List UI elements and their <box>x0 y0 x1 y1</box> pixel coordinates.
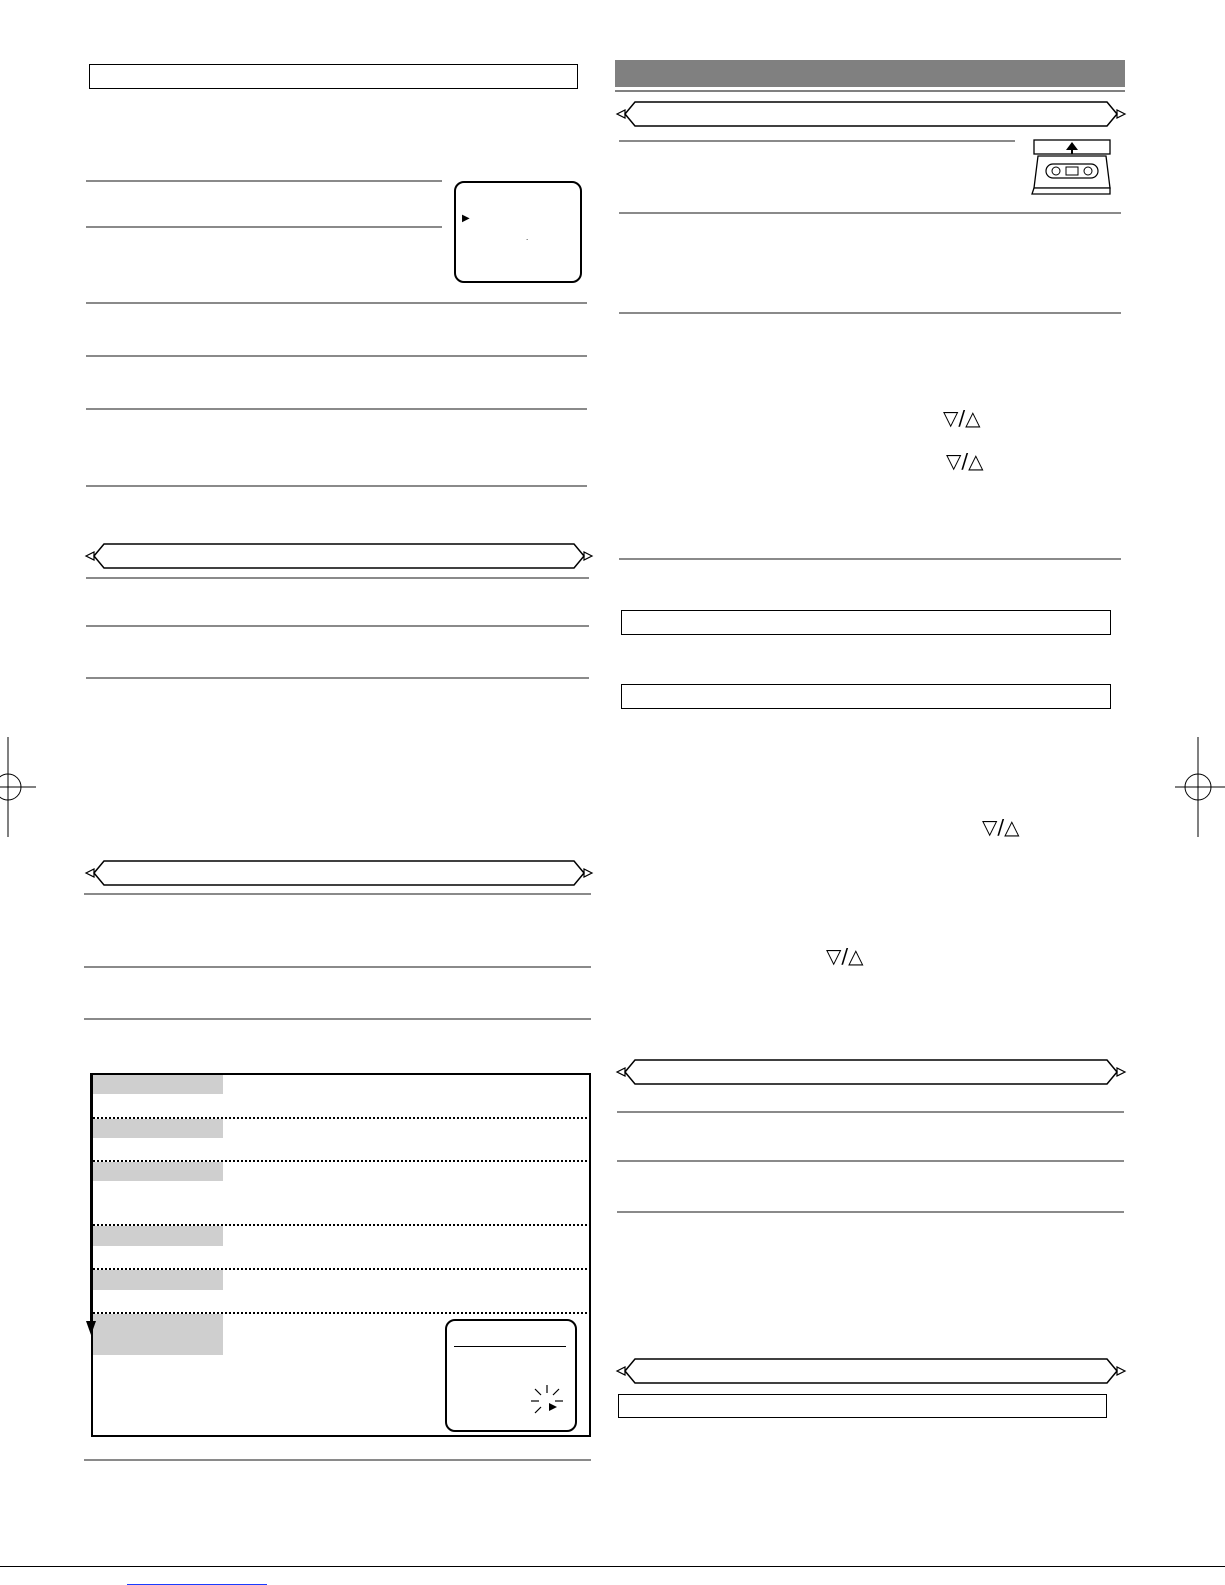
osd-screen-menu <box>454 181 582 283</box>
note-box-3 <box>618 1394 1107 1418</box>
divider <box>617 1160 1124 1162</box>
divider <box>84 1459 591 1461</box>
divider <box>86 226 442 228</box>
section-banner-left-1 <box>84 542 594 568</box>
divider <box>617 1211 1124 1213</box>
flow-down-arrow-icon <box>84 1073 98 1337</box>
divider <box>86 677 589 679</box>
table-label-cell <box>93 1119 223 1138</box>
table-label-cell <box>93 1226 223 1246</box>
divider <box>619 558 1121 560</box>
divider <box>619 312 1121 314</box>
vhs-cassette-icon <box>1028 138 1112 196</box>
divider <box>617 1111 1124 1113</box>
divider <box>86 625 589 627</box>
section-banner-left-2 <box>84 859 594 885</box>
osd-divider <box>454 1346 566 1347</box>
table-label-cell <box>93 1270 223 1290</box>
divider <box>84 966 591 968</box>
blinking-cursor-icon <box>527 1381 567 1417</box>
divider <box>86 408 587 410</box>
divider <box>86 485 587 487</box>
table-label-cell <box>93 1162 223 1181</box>
osd-cursor-icon: ▶ <box>462 213 470 224</box>
divider <box>86 302 587 304</box>
divider <box>84 1018 591 1020</box>
osd-screen-clock <box>445 1319 577 1432</box>
divider <box>619 140 1015 142</box>
osd-dot: . <box>526 233 529 242</box>
divider <box>619 212 1121 214</box>
divider <box>86 355 587 357</box>
down-up-buttons-icon: ▽/△ <box>982 815 1020 839</box>
top-left-label-box <box>89 64 578 89</box>
divider <box>84 893 591 895</box>
note-box-2 <box>621 684 1111 709</box>
down-up-buttons-icon: ▽/△ <box>943 406 981 430</box>
section-banner-right-2 <box>615 1058 1127 1084</box>
section-banner-right-1 <box>615 100 1127 126</box>
down-up-buttons-icon: ▽/△ <box>946 449 984 473</box>
title-underline <box>615 90 1125 92</box>
footer-rule <box>0 1566 1225 1567</box>
note-box-1 <box>621 610 1111 635</box>
page-title-bar <box>615 60 1125 87</box>
table-label-cell <box>93 1075 223 1094</box>
divider <box>86 577 589 579</box>
registration-mark-right-icon <box>1175 737 1225 837</box>
table-label-cell <box>93 1314 223 1355</box>
down-up-buttons-icon: ▽/△ <box>826 944 864 968</box>
registration-mark-left-icon <box>0 737 36 837</box>
section-banner-right-3 <box>615 1357 1127 1383</box>
divider <box>86 180 442 182</box>
